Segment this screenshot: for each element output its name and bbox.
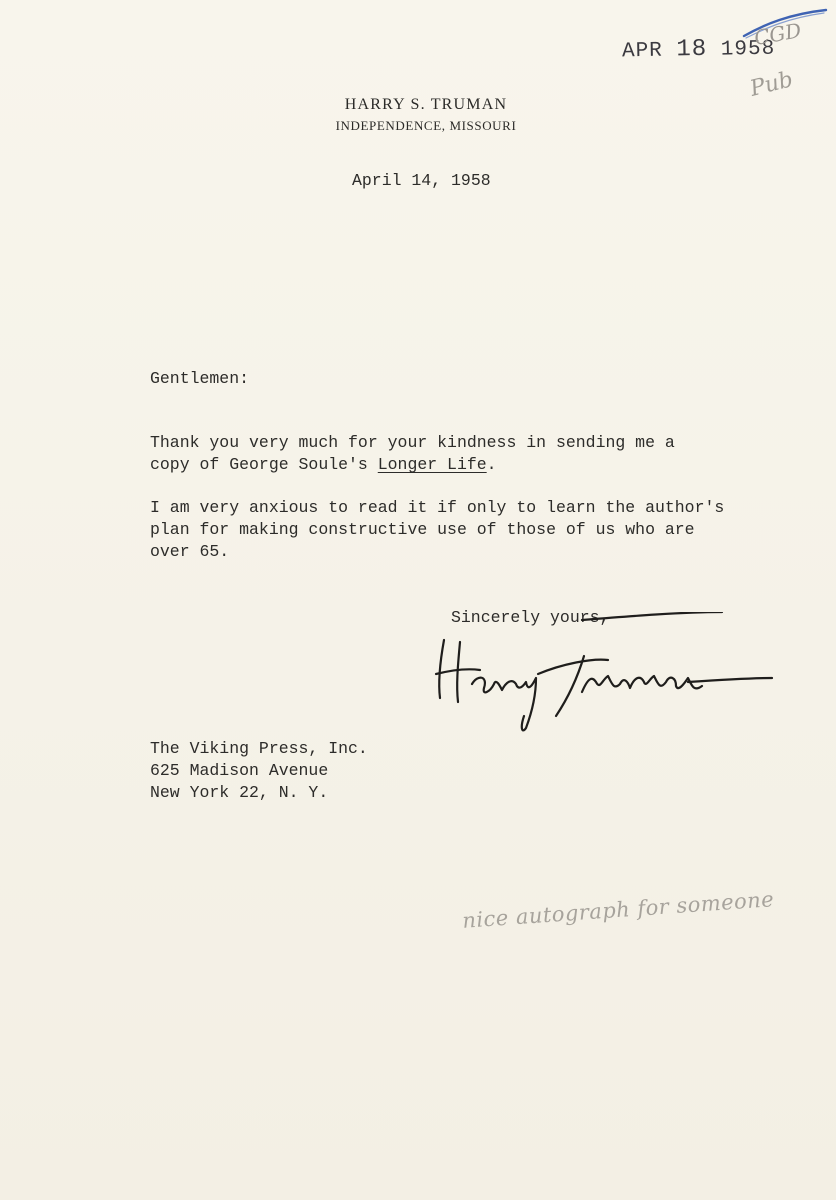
signature [432,612,782,742]
recipient-line-2: 625 Madison Avenue [150,761,329,780]
stamp-year: 1958 [720,37,776,62]
paragraph-2-line-2: plan for making constructive use of those of us who are [150,520,695,539]
stamp-month: APR [621,39,664,64]
salutation: Gentlemen: [150,369,250,388]
paragraph-1-line-2-prefix: copy of George Soule's [150,455,378,474]
letterhead-name: HARRY S. TRUMAN [344,96,508,113]
recipient-line-3: New York 22, N. Y. [150,783,329,802]
closing: Sincerely yours, [451,608,610,627]
paragraph-1-line-1: Thank you very much for your kindness in sending me a [150,433,675,452]
received-date-stamp [622,35,776,65]
paragraph-1-line-2-suffix: . [486,455,497,474]
pencil-mark: Pub [747,67,796,102]
letterhead-location: INDEPENDENCE, MISSOURI [335,118,517,133]
pencil-initials: CGD [752,18,804,50]
recipient-line-1: The Viking Press, Inc. [150,739,368,758]
paragraph-2 [150,497,724,563]
paragraph-2-line-1: I am very anxious to read it if only to learn the author's [150,498,725,517]
paragraph-2-line-3: over 65. [150,542,230,561]
letter-date: April 14, 1958 [352,171,491,190]
recipient-address [150,738,368,804]
pencil-note: nice autograph for someone [461,887,775,933]
stamp-day: 18 [676,35,708,64]
paragraph-1 [150,432,675,476]
book-title: Longer Life [377,455,487,474]
